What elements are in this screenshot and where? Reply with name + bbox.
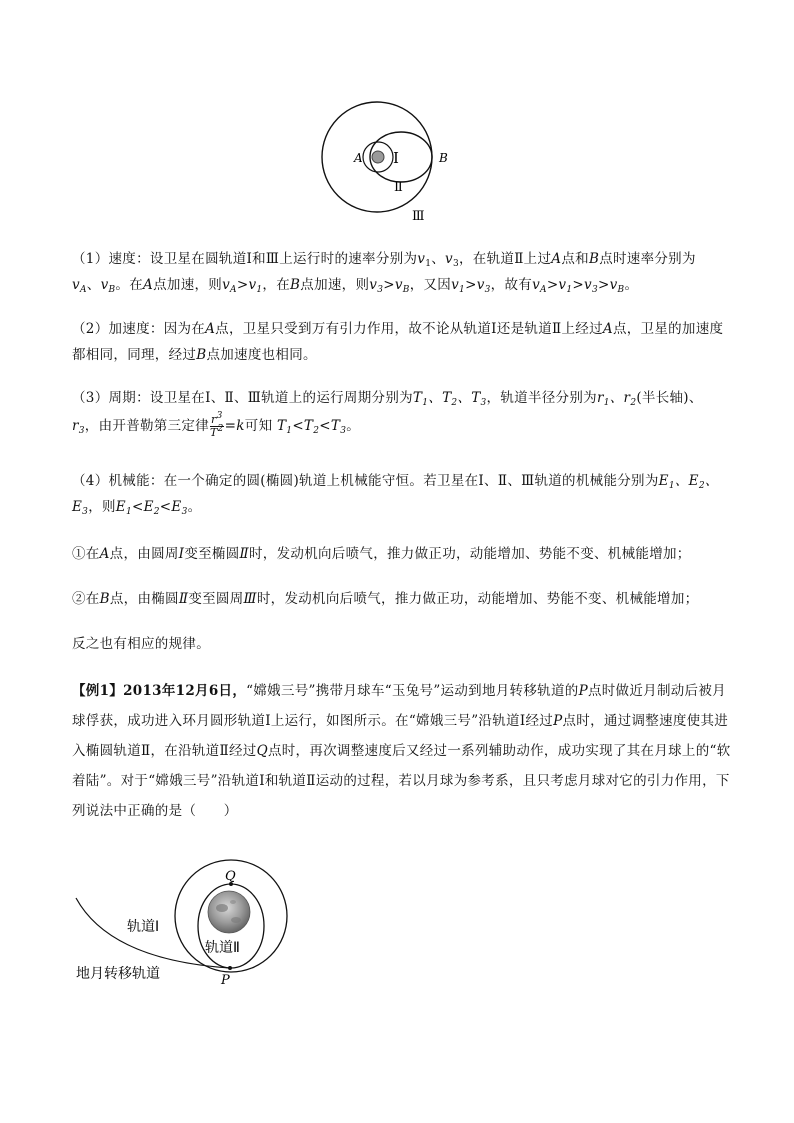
text: 点，由圆周: [109, 546, 179, 562]
label-orbit-II: Ⅱ: [394, 180, 403, 195]
var: Ⅲ: [243, 591, 257, 607]
text: 时，发动机向后喷气，推力做正功，动能增加、势能不变、机械能增加；: [249, 546, 691, 562]
label-orbit-III: Ⅲ: [412, 209, 425, 224]
r-list: $r_1$、$r_2$: [596, 390, 637, 408]
example-tag: 【例1】: [72, 683, 124, 699]
text: （2）加速度：因为在: [72, 321, 206, 337]
text: 点，由椭圆: [109, 591, 179, 607]
text: 。: [624, 277, 639, 293]
text: 点时，通过调整速度使其进入椭圆轨道Ⅱ，在沿轨道Ⅱ经过: [72, 713, 729, 759]
label-transfer-orbit: 地月转移轨道: [76, 966, 160, 982]
label-Q: Q: [225, 869, 236, 884]
text: 、: [86, 277, 101, 293]
paragraph-point-B: [72, 586, 732, 612]
text: 点，卫星的加速度都相同，同理，经过: [72, 321, 724, 363]
rel-vA-v1: $v_A>v_1$: [222, 277, 263, 295]
rel-v1-v3: $v_1>v_3$: [451, 277, 491, 295]
text: ，则: [88, 499, 116, 515]
var: Ⅱ: [178, 591, 189, 607]
label-A: A: [354, 151, 363, 165]
text: 点时，再次调整速度后又经过一系列辅助动作，成功实现了其在月球上的“软着陆”。对于“嫦娥三号”沿轨道Ⅰ和轨道Ⅱ运动的过程，若以月球为参考系，且只考虑月球对它的引力作用，下列说法中正确的是（ ）: [72, 743, 731, 819]
var: Q: [256, 743, 268, 759]
text: 、: [431, 251, 446, 267]
paragraph-velocity: [72, 246, 732, 298]
example-1: [72, 676, 732, 826]
label-orbit-II: 轨道Ⅱ: [205, 940, 240, 956]
T-relation: $T_1<T_2<T_3$: [272, 418, 347, 436]
text: 。在: [115, 277, 144, 293]
paragraph-energy: [72, 468, 732, 520]
var: P: [578, 683, 588, 699]
lunar-orbit-diagram: [70, 850, 330, 990]
text: 点加速度也相同。: [206, 347, 317, 363]
text: “嫦娥三号”携带月球车“玉兔号”运动到地月转移轨道的: [246, 683, 579, 699]
var: v: [100, 277, 109, 293]
var: B: [290, 277, 301, 293]
planet: [372, 151, 384, 163]
text: 点时速率分别为: [599, 251, 696, 267]
label-orbit-I: 轨道Ⅰ: [127, 919, 160, 935]
text: （1）速度：设卫星在圆轨道Ⅰ和Ⅲ上运行时的速率分别为: [72, 251, 418, 267]
orbit-figure-1: [316, 100, 476, 230]
text: ，轨道半径分别为: [486, 390, 597, 406]
rel-v3-vB: $v_3>v_B$: [369, 277, 410, 295]
E-relation: $E_1<E_2<E_3$: [115, 499, 188, 517]
moon: [208, 891, 250, 933]
text: 。: [346, 418, 361, 434]
text: ，又因: [409, 277, 452, 293]
lunar-orbit-figure: [70, 850, 330, 990]
var: v: [72, 277, 80, 293]
orbit-diagram: [316, 100, 476, 230]
sub: 1: [425, 259, 432, 269]
moon-crater: [216, 904, 228, 912]
text: 点，卫星只受到万有引力作用，故不论从轨道Ⅰ还是轨道Ⅱ上经过: [215, 321, 603, 337]
text: 点和: [561, 251, 589, 267]
text: ，在轨道Ⅱ上过: [459, 251, 552, 267]
text: 。: [187, 499, 202, 515]
text: ，由开普勒第三定律: [84, 418, 209, 434]
var: B: [588, 251, 600, 267]
var: v: [417, 251, 426, 267]
equals-k: =k: [224, 418, 245, 434]
text: 点加速，则: [300, 277, 370, 293]
var: v: [445, 251, 453, 267]
var: Ⅰ: [178, 546, 185, 562]
var: Ⅱ: [239, 546, 249, 562]
paragraph-point-A: [72, 541, 732, 567]
text: 点加速，则: [153, 277, 223, 293]
text: （3）周期：设卫星在Ⅰ、Ⅱ、Ⅲ轨道上的运行周期分别为: [72, 390, 413, 406]
moon-crater: [230, 900, 236, 904]
paragraph-period: [72, 384, 732, 440]
kepler-fraction: $\frac{r^3}{T^2}$: [210, 411, 224, 439]
text: 点时做近月制动后被月球俘获，成功进入环月圆形轨道Ⅰ上运行，如图所示。在“嫦娥三号”沿轨道Ⅰ经过: [72, 683, 726, 729]
sub: A: [79, 285, 87, 295]
var: P: [553, 713, 563, 729]
text: ②在: [72, 591, 100, 607]
label-orbit-I: Ⅰ: [393, 149, 399, 167]
point-P: [228, 966, 232, 970]
var: B: [99, 591, 110, 607]
example-date: 2013年12月6日，: [123, 683, 247, 699]
text: 可知: [244, 418, 273, 434]
text: 变至椭圆: [184, 546, 240, 562]
paragraph-converse: [72, 631, 732, 657]
moon-crater: [231, 917, 241, 923]
var: A: [205, 321, 216, 337]
rel-chain: $v_A>v_1>v_3>v_B$: [532, 277, 625, 295]
E-list: $E_1$、$E_2$、$E_3$: [72, 473, 719, 517]
var: A: [602, 321, 613, 337]
text: ，故有: [490, 277, 533, 293]
text: ①在: [72, 546, 100, 562]
var: A: [99, 546, 110, 562]
paragraph-acceleration: [72, 316, 732, 368]
text: (半长轴)、: [636, 390, 703, 406]
T-list: $T_1$、$T_2$、$T_3$: [412, 390, 487, 408]
var: A: [551, 251, 562, 267]
text: 时，发动机向后喷气，推力做正功，动能增加、势能不变、机械能增加；: [256, 591, 699, 607]
sub: B: [108, 285, 116, 295]
text: 变至圆周: [188, 591, 244, 607]
text: ，在: [262, 277, 291, 293]
text: 反之也有相应的规律。: [72, 636, 210, 652]
label-B: B: [439, 151, 448, 165]
label-P: P: [221, 973, 230, 988]
sub: 3: [452, 259, 459, 269]
r3: $r_3$: [72, 418, 85, 436]
var: A: [143, 277, 154, 293]
text: （4）机械能：在一个确定的圆(椭圆)轨道上机械能守恒。若卫星在Ⅰ、Ⅱ、Ⅲ轨道的机械能分别为: [72, 473, 659, 489]
var: B: [196, 347, 207, 363]
